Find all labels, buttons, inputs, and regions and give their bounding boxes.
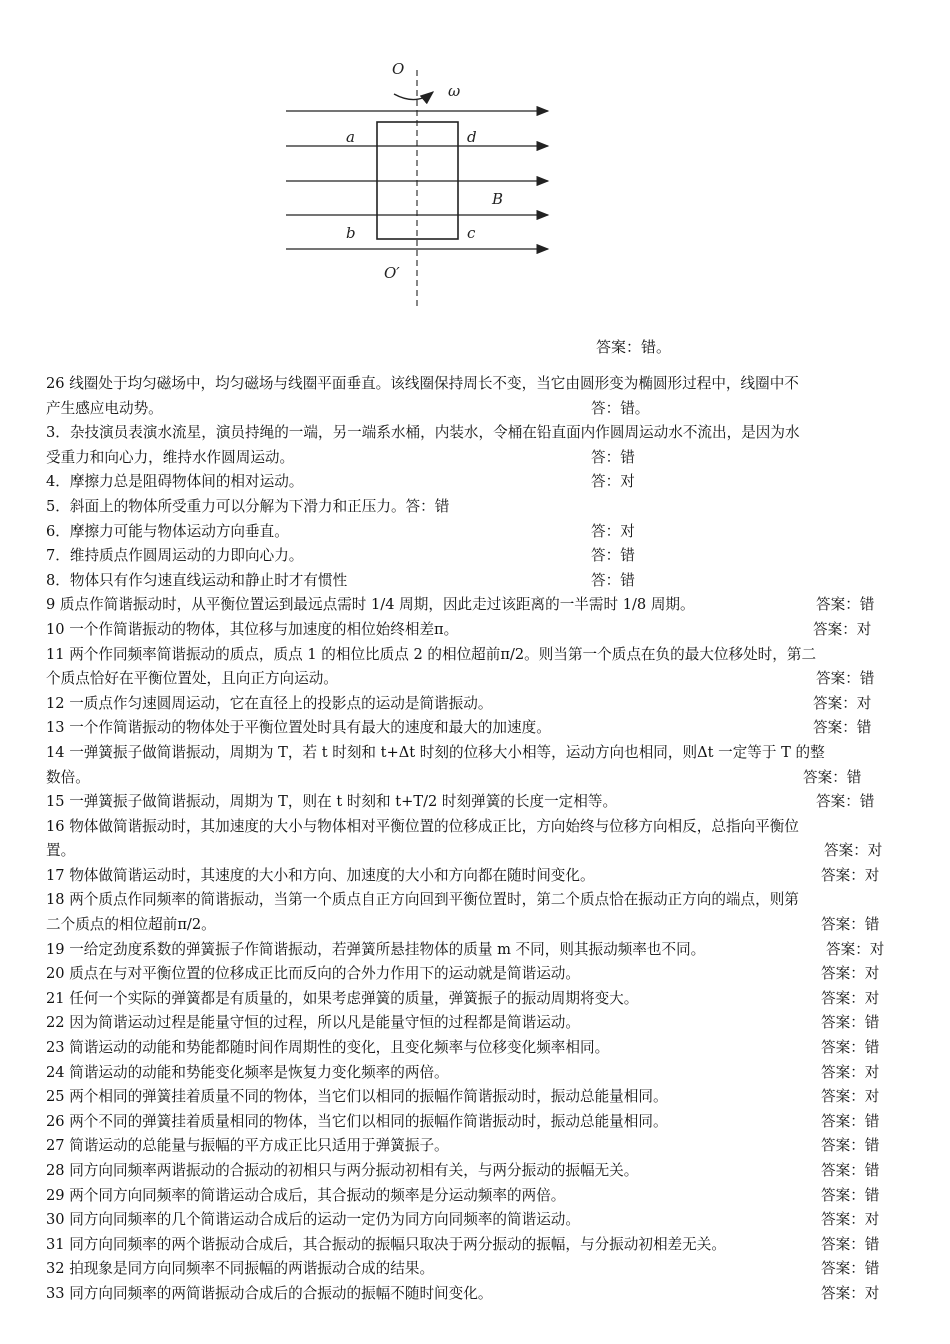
question-text: 30 同方向同频率的几个简谐运动合成后的运动一定仍为同方向同频率的简谐运动。: [46, 1211, 580, 1229]
question-item: [46, 421, 912, 470]
answer-text: 答：错: [591, 448, 635, 466]
label-corner-a: a: [346, 128, 355, 146]
question-text: 10 一个作简谐振动的物体，其位移与加速度的相位始终相差π。: [46, 620, 459, 638]
question-text: 17 物体做简谐运动时，其速度的大小和方向、加速度的大小和方向都在随时间变化。: [46, 866, 595, 884]
label-axis-bottom: O′: [384, 264, 400, 282]
question-text: 13 一个作简谐振动的物体处于平衡位置处时具有最大的速度和最大的加速度。: [46, 719, 551, 737]
label-axis-top: O: [392, 60, 405, 78]
question-text: 11 两个作同频率简谐振动的质点，质点 1 的相位比质点 2 的相位超前π/2。则当第一个质点在负的最大位移处时，第二: [46, 645, 817, 663]
question-text: 9 质点作简谐振动时，从平衡位置运到最远点需时 1/4 周期，因此走过该距离的一半需时 1/8 周期。: [46, 596, 695, 614]
question-text: 29 两个同方向同频率的简谐运动合成后，其合振动的频率是分运动频率的两倍。: [46, 1186, 566, 1204]
answer-text: 答案：对: [813, 694, 872, 712]
answer-text: 答案：错: [821, 1112, 880, 1130]
question-item: [46, 1282, 912, 1307]
question-item: [46, 938, 912, 963]
question-text: 18 两个质点作同频率的简谐振动，当第一个质点自正方向回到平衡位置时，第二个质点恰在振动正方向的端点，则第: [46, 891, 799, 909]
question-text: 26 线圈处于均匀磁场中，均匀磁场与线圈平面垂直。该线圈保持周长不变，当它由圆形变为椭圆形过程中，线圈中不: [46, 375, 799, 392]
question-item: [46, 692, 912, 717]
question-item: [46, 593, 912, 618]
question-item: [46, 864, 912, 889]
question-text: 25 两个相同的弹簧挂着质量不同的物体，当它们以相同的振幅作简谐振动时，振动总能量相同。: [46, 1088, 668, 1106]
question-item: [46, 790, 912, 815]
label-corner-b: b: [346, 224, 356, 242]
question-item: [46, 569, 912, 594]
answer-text: 答案：对: [821, 1211, 880, 1229]
question-text: 6．摩擦力可能与物体运动方向垂直。: [46, 522, 289, 540]
answer-text: 答：对: [591, 522, 635, 540]
answer-text: 答案：错: [821, 1235, 880, 1253]
answer-text: 答案：错: [816, 793, 875, 811]
question-item: [46, 544, 912, 569]
question-text: 8．物体只有作匀速直线运动和静止时才有惯性: [46, 571, 348, 589]
question-item: [46, 1257, 912, 1282]
answer-text: 答：对: [591, 473, 635, 491]
question-item: [46, 643, 912, 692]
question-item: [46, 815, 912, 864]
question-item: [46, 1233, 912, 1258]
answer-text: 答案：对: [821, 989, 880, 1007]
question-item: [46, 1036, 912, 1061]
answer-text: 答案：对: [813, 620, 872, 638]
answer-text: 答：错: [591, 547, 635, 565]
question-item: [46, 618, 912, 643]
answer-text: 答案：对: [821, 866, 880, 884]
question-text: 33 同方向同频率的两简谐振动合成后的合振动的振幅不随时间变化。: [46, 1284, 493, 1302]
answer-text: 答：错。: [591, 399, 650, 417]
question-text: 19 一给定劲度系数的弹簧振子作简谐振动，若弹簧所悬挂物体的质量 m 不同，则其振动频率也不同。: [46, 940, 706, 958]
answer-text: 答案：错: [813, 719, 872, 737]
question-item: [46, 716, 912, 741]
question-text: 3．杂技演员表演水流星，演员持绳的一端，另一端系水桶，内装水，令桶在铅直面内作圆周运动水不流出，是因为水: [46, 424, 800, 442]
answer-text: 答案：错: [821, 916, 880, 934]
answer-text: 答案：对: [824, 842, 883, 860]
question-text-continued: 产生感应电动势。: [46, 399, 163, 417]
question-item: [46, 1061, 912, 1086]
answer-text: 答案：对: [821, 1088, 880, 1106]
question-text: 27 简谐运动的总能量与振幅的平方成正比只适用于弹簧振子。: [46, 1137, 449, 1155]
answer-text: 答案：错: [816, 596, 875, 614]
question-text: 23 简谐运动的动能和势能都随时间作周期性的变化，且变化频率与位移变化频率相同。: [46, 1039, 610, 1057]
rotation-arrow-icon: [394, 92, 433, 100]
question-text: 12 一质点作匀速圆周运动，它在直径上的投影点的运动是简谐振动。: [46, 694, 493, 712]
question-item: [46, 372, 912, 421]
question-text: 7．维持质点作圆周运动的力即向心力。: [46, 547, 304, 565]
question-text-continued: 二个质点的相位超前π/2。: [46, 916, 216, 934]
question-item: [46, 495, 912, 520]
question-text-continued: 个质点恰好在平衡位置处，且向正方向运动。: [46, 670, 338, 688]
answer-text: 答案：对: [821, 965, 880, 983]
question-item: [46, 741, 912, 790]
answer-text: 答案：错: [816, 670, 875, 688]
answer-text: 答案：错: [821, 1186, 880, 1204]
question-item: [46, 888, 912, 937]
question-text: 14 一弹簧振子做简谐振动，周期为 T，若 t 时刻和 t+Δt 时刻的位移大小相等，运动方向也相同，则Δt 一定等于 T 的整: [46, 743, 825, 761]
question-text: 4．摩擦力总是阻碍物体间的相对运动。: [46, 473, 304, 491]
question-item: [46, 1184, 912, 1209]
question-text: 22 因为简谐运动过程是能量守恒的过程，所以凡是能量守恒的过程都是简谐运动。: [46, 1014, 580, 1032]
answer-text: 答案：错: [821, 1162, 880, 1179]
question-item: [46, 987, 912, 1012]
question-text: 16 物体做简谐振动时，其加速度的大小与物体相对平衡位置的位移成正比，方向始终与位移方向相反，总指向平衡位: [46, 817, 799, 835]
question-item: [46, 1208, 912, 1233]
question-text: 32 拍现象是同方向同频率不同振幅的两谐振动合成的结果。: [46, 1260, 435, 1278]
answer-text: 答：错: [591, 571, 635, 589]
question-text: 15 一弹簧振子做简谐振动，周期为 T，则在 t 时刻和 t+T/2 时刻弹簧的长度一定相等。: [46, 793, 618, 811]
question-text: 20 质点在与对平衡位置的位移成正比而反向的合外力作用下的运动就是简谐运动。: [46, 965, 580, 983]
answer-text: 答案：对: [826, 940, 885, 958]
question-text: 26 两个不同的弹簧挂着质量相同的物体，当它们以相同的振幅作简谐振动时，振动总能量相同。: [46, 1112, 668, 1130]
answer-text: 答案：对: [821, 1063, 880, 1081]
question-text: 5．斜面上的物体所受重力可以分解为下滑力和正压力。答：错: [46, 497, 450, 515]
question-text: 28 同方向同频率两谐振动的合振动的初相只与两分振动初相有关，与两分振动的振幅无关。: [46, 1162, 639, 1179]
label-corner-d: d: [467, 128, 477, 146]
question-item: [46, 1159, 912, 1184]
question-text: 31 同方向同频率的两个谐振动合成后，其合振动的振幅只取决于两分振动的振幅，与分振动初相差无关。: [46, 1235, 726, 1253]
answer-text: 答案：对: [821, 1284, 880, 1302]
question-item: [46, 1110, 912, 1135]
question-text-continued: 置。: [46, 842, 76, 860]
question-item: [46, 962, 912, 987]
figure-answer: 答案：错。: [596, 338, 672, 356]
question-text-continued: 数倍。: [46, 768, 90, 786]
question-item: [46, 1134, 912, 1159]
question-text: 24 简谐运动的动能和势能变化频率是恢复力变化频率的两倍。: [46, 1063, 449, 1081]
question-item: [46, 470, 912, 495]
question-item: [46, 520, 912, 545]
label-omega: ω: [448, 82, 461, 100]
answer-text: 答案：错: [803, 768, 862, 786]
answer-text: 答案：错: [821, 1039, 880, 1057]
answer-text: 答案：错: [821, 1260, 880, 1278]
answer-text: 答案：错: [821, 1014, 880, 1032]
question-item: [46, 1011, 912, 1036]
rotating-coil-diagram: [276, 52, 566, 322]
answer-text: 答案：错: [821, 1137, 880, 1155]
label-field-b: B: [492, 190, 504, 208]
question-list: [46, 372, 912, 1307]
question-item: [46, 1085, 912, 1110]
question-text-continued: 受重力和向心力，维持水作圆周运动。: [46, 448, 295, 466]
label-corner-c: c: [467, 224, 476, 242]
question-text: 21 任何一个实际的弹簧都是有质量的，如果考虑弹簧的质量，弹簧振子的振动周期将变大。: [46, 989, 639, 1007]
